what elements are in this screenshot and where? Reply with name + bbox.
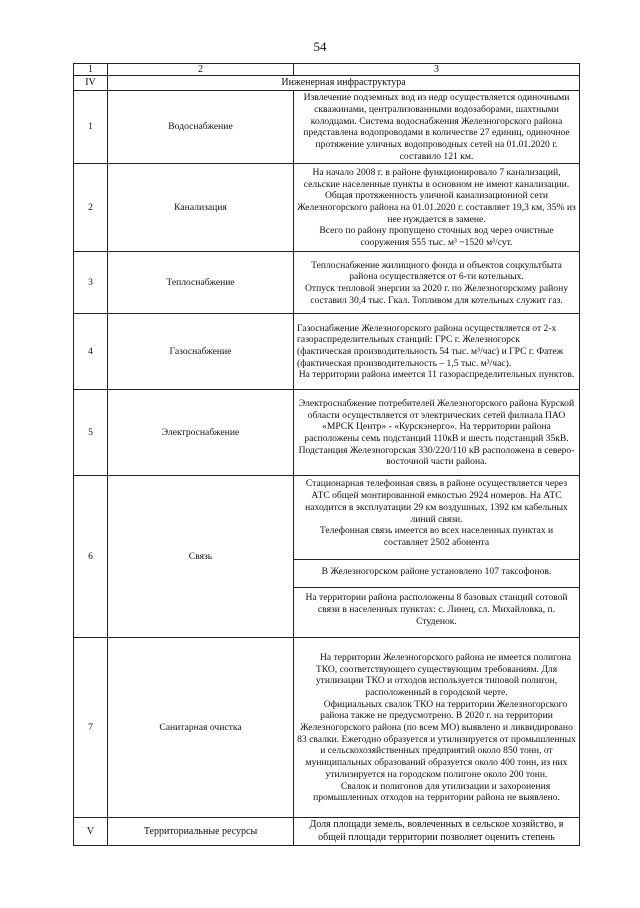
table-row: [74, 476, 580, 638]
row-text: [294, 638, 580, 818]
table-row: [74, 252, 580, 314]
section-title: Инженерная инфраструктура: [108, 76, 580, 91]
paragraph: Официальных свалок ТКО на территории Железногорского района также не предусмотрено. В 2020 г. на территории Железногорского района (по всем МО) выявлено и ликвидировано 83 свалки. Ежегодно образуется и утилизируется от промышленных и сельскохозяйственных предприятий около 850 тонн, от муниципальных образований образуется около 400 тонн, из них утилизируется на городском полигоне около 200 тонн.: [297, 698, 576, 780]
table-row: [74, 638, 580, 818]
header-col-3: 3: [294, 64, 580, 76]
sub-block: [294, 476, 579, 558]
row-name: Территориальные ресурсы: [108, 818, 294, 845]
header-col-1: 1: [74, 64, 108, 76]
paragraph: Отпуск тепловой энергии за 2020 г. по Железногорскому району составил 30,4 тыс. Гкал. Топливом для котельных служит газ.: [304, 282, 569, 306]
row-name: Теплоснабжение: [108, 252, 294, 314]
paragraph: Извлечение подземных вод из недр осуществляется одиночными скважинами, централизованными водозаборами, шахтными колодцами. Система водоснабжения Железногорского района представлена водопроводами в количестве 27 единиц, одиночное протяжение уличных водопроводных сетей на 01.01.2020 г. составило 121 км.: [303, 92, 570, 162]
row-number: 6: [74, 476, 108, 638]
row-text: [294, 164, 580, 252]
header-col-2: 2: [108, 64, 294, 76]
paragraph: На территории Железногорского района не имеется полигона ТКО, соответствующего существующим требованиям. Для утилизации ТКО и отходов используется типовой полигон, расположенный в городской черте.: [315, 651, 572, 698]
infrastructure-table: [73, 63, 580, 846]
table-row: [74, 91, 580, 164]
section-numeral: IV: [74, 76, 108, 91]
row-number: 7: [74, 638, 108, 818]
paragraph: На начало 2008 г. в районе функционировало 7 канализаций, сельские населенные пункты в основном не имеют канализации. Общая протяженность уличной канализационной сети Железногорского района на 01.01.2020 г. составляет 19,3 км, 35% из нее нуждается в замене.: [297, 166, 576, 225]
row-name: Электроснабжение: [108, 390, 294, 476]
table-row: [74, 314, 580, 390]
sub-block: [294, 559, 579, 588]
paragraph: На территории района расположены 8 базовых станций сотовой связи в населенных пунктах: с. Линец, сл. Михайловка, п. Студенок.: [305, 592, 568, 627]
section-row-iv: [74, 76, 580, 91]
paragraph: В Железногорском районе установлено 107 таксофонов.: [321, 565, 552, 577]
row-text: [294, 91, 580, 164]
row-number: 5: [74, 390, 108, 476]
row-number: 1: [74, 91, 108, 164]
table-row: [74, 390, 580, 476]
row-name: Санитарная очистка: [108, 638, 294, 818]
row-name: Газоснабжение: [108, 314, 294, 390]
row-name: Связь: [108, 476, 294, 638]
paragraph: Телефонная связь имеется во всех населенных пунктах и составляет 2502 абонента: [319, 525, 554, 548]
row-text: Доля площади земель, вовлеченных в сельское хозяйство, в общей площади территории позволяет оценить степень: [294, 818, 580, 845]
row-name: Канализация: [108, 164, 294, 252]
row-number: 2: [74, 164, 108, 252]
section-row-v: [74, 818, 580, 845]
sub-block: [294, 587, 579, 637]
section-numeral: V: [74, 818, 108, 845]
table-header-row: [74, 64, 580, 76]
paragraph: Стационарная телефонная связь в районе осуществляется через АТС общей монтированной емкостью 2924 номеров. На АТС находится в эксплуатации 29 км воздушных, 1392 км кабельных линий связи.: [305, 478, 568, 525]
row-text: [294, 314, 580, 390]
page-number: 54: [313, 39, 327, 54]
paragraph: Всего по району пропущено сточных вод через очистные сооружения 555 тыс. м³ ~1520 м³/сут.: [319, 225, 554, 249]
paragraph: На территории района имеется 11 газораспределительных пунктов.: [298, 369, 575, 381]
paragraph: Свалок и полигонов для утилизации и захоронения промышленных отходов на территории района не выявлено.: [313, 780, 560, 804]
row-number: 4: [74, 314, 108, 390]
row-text: [294, 476, 580, 638]
paragraph: Электроснабжение потребителей Железногорского района Курской области осуществляется от электрических сетей филиала ПАО «МРСК Центр» - «Курскэнерго». На территории района расположены семь подстанций 110кВ и шесть подстанций 35кВ. Подстанция Железногорская 330/220/110 кВ расположена в северо-восточной части района.: [298, 397, 575, 468]
row-number: 3: [74, 252, 108, 314]
paragraph: Теплоснабжение жилищного фонда и объектов соцкультбыта района осуществляется от 6-ти котельных.: [311, 259, 562, 283]
table-row: [74, 164, 580, 252]
row-text: [294, 390, 580, 476]
row-text: [294, 252, 580, 314]
paragraph: Газоснабжение Железногорского района осуществляется от 2-х газораспределительных станций: ГРС г. Железногорск (фактическая производительность 54 тыс. м³/час) и ГРС г. Фатеж (фактическая производительность – 1,5 тыс. м³/час).: [297, 322, 564, 369]
row-name: Водоснабжение: [108, 91, 294, 164]
